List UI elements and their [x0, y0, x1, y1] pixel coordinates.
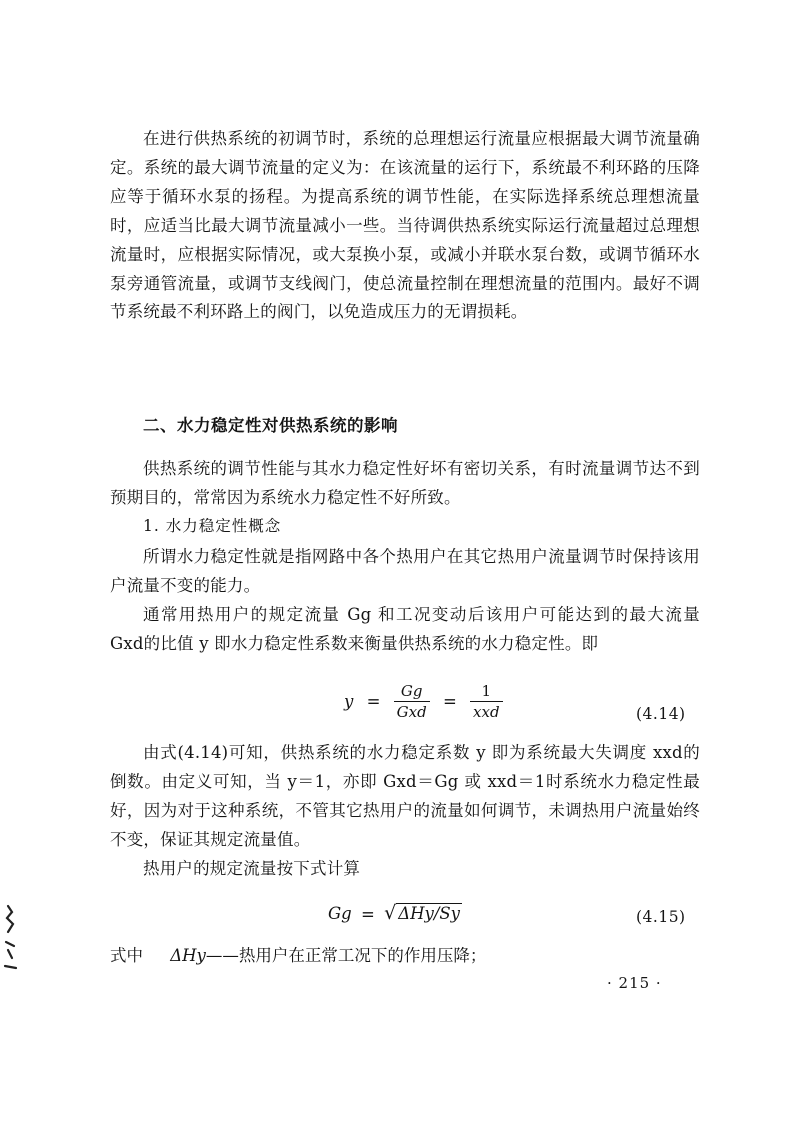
symbol-definition — [110, 942, 486, 966]
definition-lead: 式中 — [110, 946, 143, 965]
fraction-reciprocal — [470, 682, 503, 721]
definition-text: 热用户在正常工况下的作用压降； — [238, 946, 487, 965]
definition-symbol: ΔHy — [170, 946, 206, 965]
paragraph-max-misadjustment: 由式(4.14)可知，供热系统的水力稳定系数 y 即为系统最大失调度 xxd的倒数。由定义可知，当 y＝1，亦即 Gxd＝Gg 或 xxd＝1时系统水力稳定性最好，因为对于这种系统，不管其它热用户的流量如何调节，未调热用户流量始终不变，保证其规定流量值。 — [110, 743, 700, 849]
fraction-denominator: xxd — [473, 703, 500, 721]
fraction-numerator: Gg — [394, 682, 430, 702]
paragraph-stability-coefficient: 通常用热用户的规定流量 Gg 和工况变动后该用户可能达到的最大流量 Gxd的比值 y 即水力稳定性系数来衡量供热系统的水力稳定性。即 — [110, 605, 700, 653]
paragraph-flow-formula-intro: 热用户的规定流量按下式计算 — [143, 859, 361, 878]
definition-dash: —— — [205, 946, 239, 965]
page-number: · 215 · — [607, 974, 662, 992]
fraction-numerator: 1 — [470, 682, 503, 702]
subsection-heading: 1. 水力稳定性概念 — [143, 517, 282, 535]
formula-4-14 — [340, 682, 507, 721]
section-heading: 二、水力稳定性对供热系统的影响 — [143, 416, 398, 435]
fraction-denominator: Gxd — [396, 703, 427, 721]
formula-lhs: y — [344, 692, 354, 711]
formula-equals: = — [366, 692, 381, 711]
paragraph-hydraulic-stability-intro: 供热系统的调节性能与其水力稳定性好坏有密切关系，有时流量调节达不到预期目的，常常因为系统水力稳定性不好所致。 — [110, 459, 700, 507]
formula-equals: = — [442, 692, 457, 711]
formula-4-15 — [328, 902, 462, 924]
formula-lhs: Gg — [328, 904, 352, 923]
paragraph-stability-definition: 所谓水力稳定性就是指网路中各个热用户在其它热用户流量调节时保持该用户流量不变的能力。 — [110, 547, 700, 595]
equation-number: (4.15) — [636, 908, 686, 926]
square-root-icon: √ — [384, 902, 397, 924]
fraction-g-ratio — [394, 682, 430, 721]
equation-number: (4.14) — [636, 705, 686, 723]
formula-radicand: ΔHy/Sy — [398, 904, 460, 923]
formula-equals: = — [361, 905, 375, 924]
margin-ink-mark-icon — [2, 902, 18, 972]
paragraph-initial-adjustment: 在进行供热系统的初调节时，系统的总理想运行流量应根据最大调节流量确定。系统的最大调节流量的定义为：在该流量的运行下，系统最不利环路的压降应等于循环水泵的扬程。为提高系统的调节性能，在实际选择系统总理想流量时，应适当比最大调节流量减小一些。当待调供热系统实际运行流量超过总理想流量时，应根据实际情况，或大泵换小泵，或减小并联水泵台数，或调节循环水泵旁通管流量，或调节支线阀门，使总流量控制在理想流量的范围内。最好不调节系统最不利环路上的阀门，以免造成压力的无谓损耗。 — [110, 129, 700, 322]
